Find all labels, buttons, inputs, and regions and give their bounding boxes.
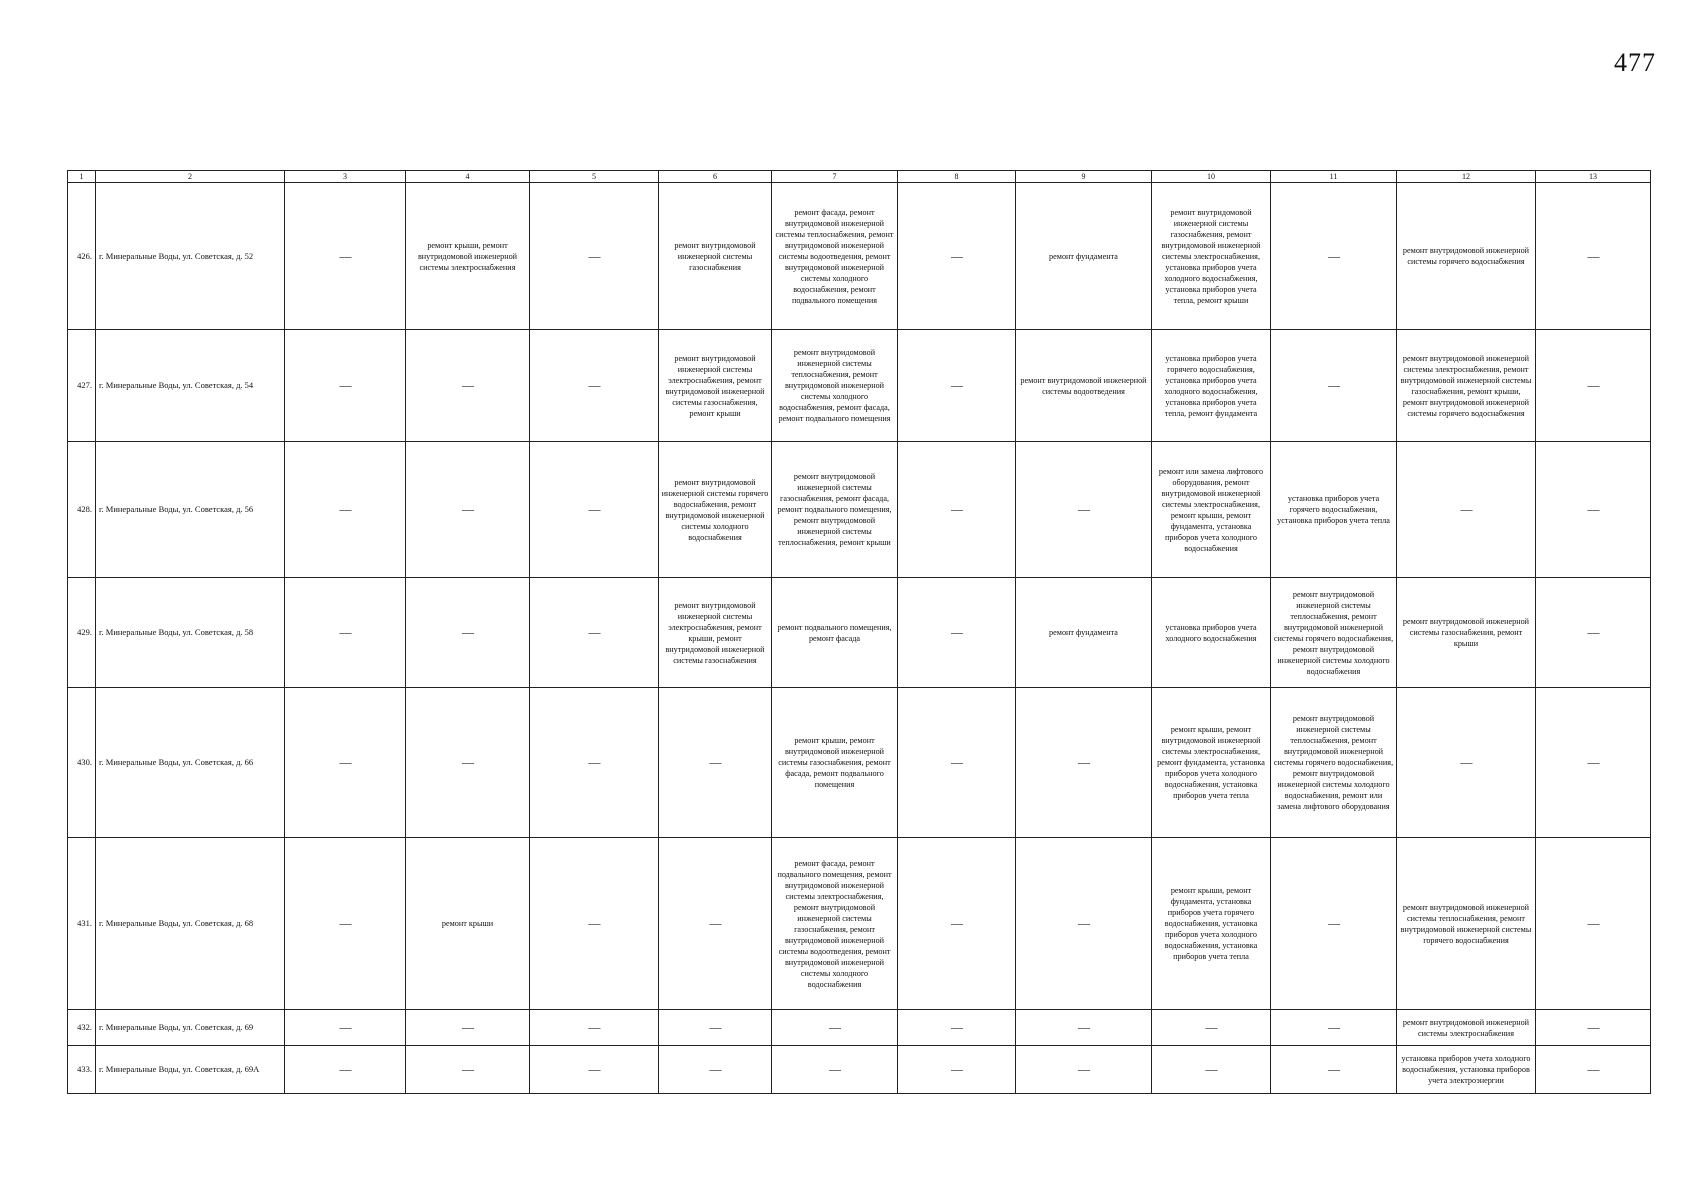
table-cell: —	[530, 442, 659, 578]
column-number: 11	[1271, 171, 1397, 183]
table-cell: —	[898, 838, 1016, 1010]
table-cell: установка приборов учета холодного водоснабжения	[1152, 578, 1271, 688]
table-cell: ремонт внутридомовой инженерной системы газоснабжения	[659, 183, 772, 330]
table-cell: —	[898, 1046, 1016, 1094]
table-cell: —	[530, 330, 659, 442]
table-row	[68, 1010, 1651, 1046]
page-number: 477	[1614, 48, 1656, 77]
table-row	[68, 330, 1651, 442]
column-number: 10	[1152, 171, 1271, 183]
table-row	[68, 442, 1651, 578]
row-number: 432.	[68, 1010, 96, 1046]
table-cell: ремонт внутридомовой инженерной системы электроснабжения	[1397, 1010, 1536, 1046]
column-number: 1	[68, 171, 96, 183]
table-cell: ремонт внутридомовой инженерной системы электроснабжения, ремонт внутридомовой инженерной системы газоснабжения, ремонт крыши	[659, 330, 772, 442]
table-cell: —	[530, 578, 659, 688]
row-address: г. Минеральные Воды, ул. Советская, д. 54	[96, 330, 285, 442]
column-number: 9	[1016, 171, 1152, 183]
table-cell: —	[1536, 838, 1651, 1010]
table-cell: —	[898, 442, 1016, 578]
row-address: г. Минеральные Воды, ул. Советская, д. 52	[96, 183, 285, 330]
table-cell: ремонт внутридомовой инженерной системы теплоснабжения, ремонт внутридомовой инженерной системы горячего водоснабжения	[1397, 838, 1536, 1010]
table-cell: ремонт фундамента	[1016, 183, 1152, 330]
table-cell: —	[898, 1010, 1016, 1046]
table-cell: —	[1016, 1010, 1152, 1046]
column-number: 12	[1397, 171, 1536, 183]
row-number: 433.	[68, 1046, 96, 1094]
table-cell: —	[1536, 1010, 1651, 1046]
table-cell: —	[1536, 330, 1651, 442]
row-address: г. Минеральные Воды, ул. Советская, д. 56	[96, 442, 285, 578]
table-cell: —	[530, 1010, 659, 1046]
table-cell: ремонт фасада, ремонт внутридомовой инженерной системы теплоснабжения, ремонт внутридомовой инженерной системы водоотведения, ремонт внутридомовой инженерной системы холодного водоснабжения, ремонт подвального помещения	[772, 183, 898, 330]
table-cell: ремонт крыши	[406, 838, 530, 1010]
column-number: 6	[659, 171, 772, 183]
table-cell: —	[406, 578, 530, 688]
table-cell: ремонт внутридомовой инженерной системы теплоснабжения, ремонт внутридомовой инженерной системы холодного водоснабжения, ремонт фасада, ремонт подвального помещения	[772, 330, 898, 442]
table-cell: ремонт внутридомовой инженерной системы горячего водоснабжения	[1397, 183, 1536, 330]
table-cell: —	[1016, 1046, 1152, 1094]
table-cell: —	[1397, 688, 1536, 838]
table-cell: —	[1016, 838, 1152, 1010]
column-number: 5	[530, 171, 659, 183]
table-cell: —	[530, 183, 659, 330]
table-cell: ремонт внутридомовой инженерной системы электроснабжения, ремонт внутридомовой инженерной системы газоснабжения, ремонт крыши, ремонт внутридомовой инженерной системы горячего водоснабжения	[1397, 330, 1536, 442]
table-cell: ремонт внутридомовой инженерной системы теплоснабжения, ремонт внутридомовой инженерной системы горячего водоснабжения, ремонт внутридомовой инженерной системы холодного водоснабжения	[1271, 578, 1397, 688]
table-cell: —	[898, 578, 1016, 688]
table-cell: —	[530, 1046, 659, 1094]
table-cell: —	[1152, 1010, 1271, 1046]
repair-schedule-table	[67, 170, 1651, 1094]
column-number: 4	[406, 171, 530, 183]
table-cell: —	[285, 1046, 406, 1094]
row-number: 431.	[68, 838, 96, 1010]
table-cell: —	[659, 688, 772, 838]
table-cell: —	[406, 1010, 530, 1046]
row-address: г. Минеральные Воды, ул. Советская, д. 69А	[96, 1046, 285, 1094]
table-cell: —	[772, 1046, 898, 1094]
table-row	[68, 1046, 1651, 1094]
table-row	[68, 183, 1651, 330]
table-cell: —	[406, 442, 530, 578]
table-cell: —	[1016, 688, 1152, 838]
table-cell: —	[1271, 838, 1397, 1010]
table-cell: —	[530, 838, 659, 1010]
row-number: 429.	[68, 578, 96, 688]
table-cell: ремонт внутридомовой инженерной системы водоотведения	[1016, 330, 1152, 442]
table-cell: ремонт внутридомовой инженерной системы теплоснабжения, ремонт внутридомовой инженерной системы горячего водоснабжения, ремонт внутридомовой инженерной системы холодного водоснабжения, ремонт или замена лифтового оборудования	[1271, 688, 1397, 838]
table-cell: —	[285, 330, 406, 442]
table-cell: —	[406, 1046, 530, 1094]
table-cell: ремонт крыши, ремонт фундамента, установка приборов учета горячего водоснабжения, установка приборов учета холодного водоснабжения, установка приборов учета тепла	[1152, 838, 1271, 1010]
table-cell: —	[406, 688, 530, 838]
row-address: г. Минеральные Воды, ул. Советская, д. 68	[96, 838, 285, 1010]
table-cell: —	[1271, 183, 1397, 330]
table-cell: установка приборов учета горячего водоснабжения, установка приборов учета холодного водоснабжения, установка приборов учета тепла, ремонт фундамента	[1152, 330, 1271, 442]
table-cell: —	[1016, 442, 1152, 578]
table-cell: ремонт внутридомовой инженерной системы газоснабжения, ремонт крыши	[1397, 578, 1536, 688]
table-cell: —	[1536, 183, 1651, 330]
table-cell: ремонт или замена лифтового оборудования, ремонт внутридомовой инженерной системы электроснабжения, ремонт крыши, ремонт фундамента, установка приборов учета холодного водоснабжения	[1152, 442, 1271, 578]
row-address: г. Минеральные Воды, ул. Советская, д. 69	[96, 1010, 285, 1046]
row-address: г. Минеральные Воды, ул. Советская, д. 66	[96, 688, 285, 838]
table-cell: —	[772, 1010, 898, 1046]
column-number: 13	[1536, 171, 1651, 183]
table-cell: —	[1536, 1046, 1651, 1094]
column-number: 3	[285, 171, 406, 183]
row-address: г. Минеральные Воды, ул. Советская, д. 58	[96, 578, 285, 688]
table-cell: ремонт фундамента	[1016, 578, 1152, 688]
table-cell: ремонт фасада, ремонт подвального помещения, ремонт внутридомовой инженерной системы электроснабжения, ремонт внутридомовой инженерной системы газоснабжения, ремонт внутридомовой инженерной системы водоотведения, ремонт внутридомовой инженерной системы холодного водоснабжения	[772, 838, 898, 1010]
row-number: 428.	[68, 442, 96, 578]
table-cell: —	[285, 183, 406, 330]
table-cell: —	[1271, 330, 1397, 442]
table-cell: —	[1271, 1046, 1397, 1094]
table-cell: установка приборов учета холодного водоснабжения, установка приборов учета электроэнергии	[1397, 1046, 1536, 1094]
table-row	[68, 838, 1651, 1010]
column-number: 2	[96, 171, 285, 183]
table-cell: —	[898, 330, 1016, 442]
table-cell: —	[285, 1010, 406, 1046]
table-cell: ремонт крыши, ремонт внутридомовой инженерной системы газоснабжения, ремонт фасада, ремонт подвального помещения	[772, 688, 898, 838]
table-cell: —	[898, 688, 1016, 838]
table-cell: —	[1397, 442, 1536, 578]
column-number: 8	[898, 171, 1016, 183]
table-cell: —	[530, 688, 659, 838]
table-cell: —	[1271, 1010, 1397, 1046]
table-cell: —	[659, 1046, 772, 1094]
table-cell: ремонт внутридомовой инженерной системы электроснабжения, ремонт крыши, ремонт внутридомовой инженерной системы газоснабжения	[659, 578, 772, 688]
column-number-row	[68, 171, 1651, 183]
table-cell: —	[898, 183, 1016, 330]
table-cell: установка приборов учета горячего водоснабжения, установка приборов учета тепла	[1271, 442, 1397, 578]
table-cell: ремонт подвального помещения, ремонт фасада	[772, 578, 898, 688]
table-cell: ремонт внутридомовой инженерной системы газоснабжения, ремонт фасада, ремонт подвального помещения, ремонт внутридомовой инженерной системы теплоснабжения, ремонт крыши	[772, 442, 898, 578]
row-number: 430.	[68, 688, 96, 838]
table-cell: —	[285, 442, 406, 578]
table-cell: ремонт внутридомовой инженерной системы горячего водоснабжения, ремонт внутридомовой инженерной системы холодного водоснабжения	[659, 442, 772, 578]
table-cell: —	[1536, 688, 1651, 838]
table-cell: —	[1536, 442, 1651, 578]
column-number: 7	[772, 171, 898, 183]
table-cell: —	[659, 838, 772, 1010]
table-cell: ремонт крыши, ремонт внутридомовой инженерной системы электроснабжения, ремонт фундамента, установка приборов учета холодного водоснабжения, установка приборов учета тепла	[1152, 688, 1271, 838]
table-cell: —	[406, 330, 530, 442]
table-cell: ремонт крыши, ремонт внутридомовой инженерной системы электроснабжения	[406, 183, 530, 330]
table-cell: ремонт внутридомовой инженерной системы газоснабжения, ремонт внутридомовой инженерной системы электроснабжения, установка приборов учета холодного водоснабжения, установка приборов учета тепла, ремонт крыши	[1152, 183, 1271, 330]
table-cell: —	[285, 688, 406, 838]
table-cell: —	[659, 1010, 772, 1046]
table-row	[68, 578, 1651, 688]
table-cell: —	[285, 838, 406, 1010]
row-number: 427.	[68, 330, 96, 442]
row-number: 426.	[68, 183, 96, 330]
table-row	[68, 688, 1651, 838]
table-cell: —	[1152, 1046, 1271, 1094]
table-body	[68, 171, 1651, 1094]
table-cell: —	[285, 578, 406, 688]
table-cell: —	[1536, 578, 1651, 688]
